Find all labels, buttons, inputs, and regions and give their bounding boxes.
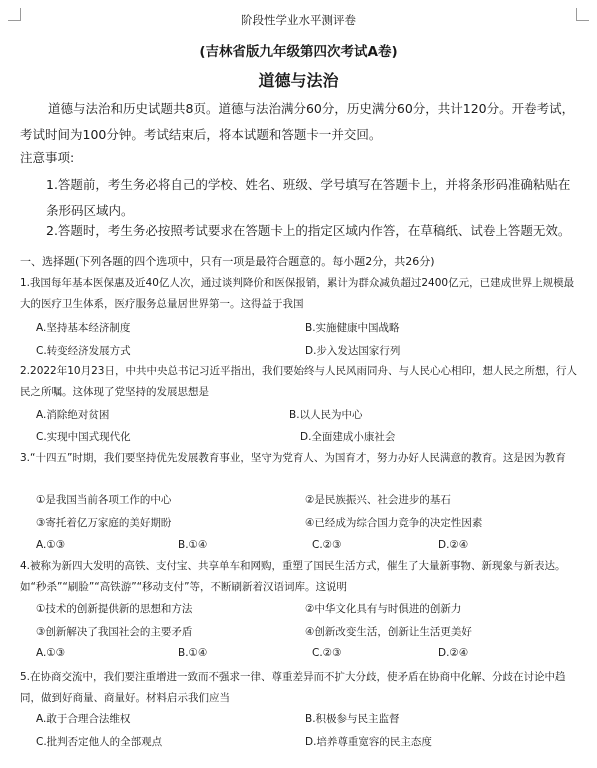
question-3-item-3: ③寄托着亿万家庭的美好期盼 — [36, 517, 172, 529]
question-2-option-b[interactable]: B.以人民为中心 — [289, 409, 363, 421]
question-3-stem: 3.“十四五”时期，我们要坚持优先发展教育事业，坚守为党育人、为国育才，努力办好人民满意的教育。这是因为教育 — [20, 452, 566, 464]
question-4-stem: 4.被称为新四大发明的高铁、支付宝、共享单车和网购，重塑了国民生活方式，催生了大量新事物、新现象与新表达。如“秒杀”“刷脸”“高铁游”“移动支付”等，不断刷新着汉语词库。这说明 — [20, 560, 566, 593]
question-4-item-4: ④创新改变生活，创新让生活更美好 — [305, 626, 472, 638]
exam-version-title: (吉林省版九年级第四次考试A卷) — [199, 44, 398, 60]
question-2-option-d[interactable]: D.全面建成小康社会 — [300, 431, 396, 443]
question-4-option-b[interactable]: B.①④ — [178, 647, 208, 659]
question-1-stem: 1.我国每年基本医保惠及近40亿人次，通过谈判降价和医保报销，累计为群众减负超过2400亿元，已建成世界上规模最大的医疗卫生体系，医疗服务总量居世界第一。这得益于我国 — [20, 277, 575, 310]
question-2-stem: 2.2022年10月23日，中共中央总书记习近平指出，我们要始终与人民风雨同舟、与人民心心相印，想人民之所想，行人民之所嘱。这体现了党坚持的发展思想是 — [20, 365, 577, 398]
exam-series-title: 阶段性学业水平测评卷 — [241, 13, 356, 27]
question-4-option-c[interactable]: C.②③ — [312, 647, 342, 659]
question-3-option-d[interactable]: D.②④ — [438, 539, 469, 551]
question-3-option-c[interactable]: C.②③ — [312, 539, 342, 551]
question-2-option-a[interactable]: A.消除绝对贫困 — [36, 409, 110, 421]
intro-paragraph: 道德与法治和历史试题共8页。道德与法治满分60分，历史满分60分，共计120分。开卷考试，考试时间为100分钟。考试结束后，将本试题和答题卡一并交回。 — [20, 101, 575, 142]
notice-title: 注意事项: — [20, 150, 75, 165]
question-4-item-1: ①技术的创新提供新的思想和方法 — [36, 603, 193, 615]
question-5-option-b[interactable]: B.积极参与民主监督 — [305, 713, 400, 725]
question-1-option-b[interactable]: B.实施健康中国战略 — [305, 322, 400, 334]
question-3-option-a[interactable]: A.①③ — [36, 539, 66, 551]
question-5-option-a[interactable]: A.敢于合理合法维权 — [36, 713, 131, 725]
question-4-option-a[interactable]: A.①③ — [36, 647, 66, 659]
question-4-item-3: ③创新解决了我国社会的主要矛盾 — [36, 626, 193, 638]
question-2-option-c[interactable]: C.实现中国式现代化 — [36, 431, 131, 443]
notice-item-2: 2.答题时，考生务必按照考试要求在答题卡上的指定区域内作答，在草稿纸、试卷上答题无效。 — [46, 223, 571, 238]
question-3-item-1: ①是我国当前各项工作的中心 — [36, 494, 172, 506]
subject-title: 道德与法治 — [258, 71, 339, 90]
question-4-item-2: ②中华文化具有与时俱进的创新力 — [305, 603, 462, 615]
section-heading: 一、选择题(下列各题的四个选项中，只有一项是最符合题意的。每小题2分，共26分) — [20, 255, 435, 268]
question-3-option-b[interactable]: B.①④ — [178, 539, 208, 551]
question-5-stem: 5.在协商交流中，我们要注重增进一致而不强求一律、尊重差异而不扩大分歧，使矛盾在协商中化解、分歧在讨论中趋同，做到好商量、商量好。材料启示我们应当 — [20, 671, 566, 704]
question-3-item-4: ④已经成为综合国力竞争的决定性因素 — [305, 517, 483, 529]
question-5-option-d[interactable]: D.培养尊重宽容的民主态度 — [305, 736, 432, 748]
question-3-item-2: ②是民族振兴、社会进步的基石 — [305, 494, 451, 506]
question-5-option-c[interactable]: C.批判否定他人的全部观点 — [36, 736, 163, 748]
question-1-option-d[interactable]: D.步入发达国家行列 — [305, 345, 401, 357]
question-4-option-d[interactable]: D.②④ — [438, 647, 469, 659]
question-1-option-a[interactable]: A.坚持基本经济制度 — [36, 322, 131, 334]
notice-item-1: 1.答题前，考生务必将自己的学校、姓名、班级、学号填写在答题卡上，并将条形码准确粘贴在条形码区域内。 — [46, 177, 571, 218]
question-1-option-c[interactable]: C.转变经济发展方式 — [36, 345, 131, 357]
